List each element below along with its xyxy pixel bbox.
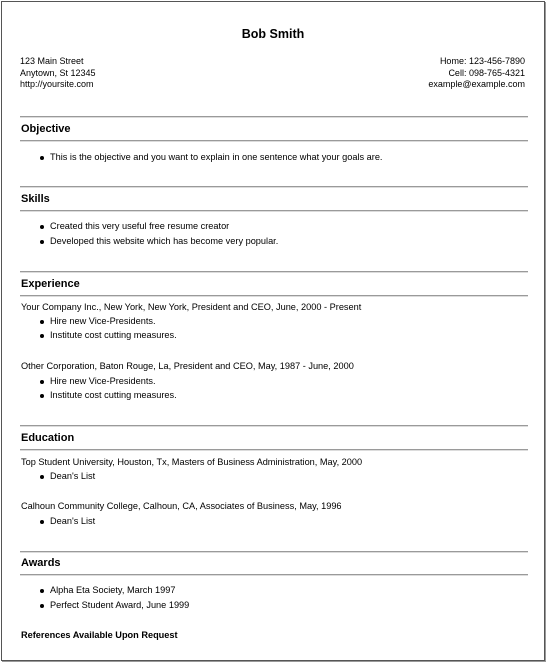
contact-address xyxy=(20,56,96,91)
award-item: Perfect Student Award, June 1999 xyxy=(40,600,189,610)
job-heading: Your Company Inc., New York, New York, President and CEO, June, 2000 - Present xyxy=(21,302,362,312)
job-item: Hire new Vice-Presidents. xyxy=(40,376,156,386)
section-divider xyxy=(20,116,528,118)
school-heading: Top Student University, Houston, Tx, Masters of Business Administration, May, 2000 xyxy=(21,457,363,467)
section-divider xyxy=(20,551,528,553)
address-line-2: Anytown, St 12345 xyxy=(20,67,96,78)
section-divider xyxy=(20,425,528,427)
home-phone: Home: 123-456-7890 xyxy=(439,56,525,66)
objective-heading: Objective xyxy=(21,123,71,135)
awards-heading: Awards xyxy=(21,557,61,569)
resume-page xyxy=(1,1,545,661)
section-divider xyxy=(20,574,528,576)
section-divider xyxy=(20,271,528,273)
job-item: Institute cost cutting measures. xyxy=(40,330,177,340)
skills-item: Developed this website which has become very popular. xyxy=(40,236,278,246)
job-heading: Other Corporation, Baton Rouge, La, President and CEO, May, 1987 - June, 2000 xyxy=(21,361,354,371)
section-divider xyxy=(20,449,528,451)
website-link[interactable]: http://yoursite.com xyxy=(20,79,94,89)
section-divider xyxy=(20,186,528,188)
objective-item: This is the objective and you want to explain in one sentence what your goals are. xyxy=(40,152,382,162)
skills-item: Created this very useful free resume creator xyxy=(40,221,229,231)
job-item: Institute cost cutting measures. xyxy=(40,390,177,400)
job-item: Hire new Vice-Presidents. xyxy=(40,316,156,326)
school-heading: Calhoun Community College, Calhoun, CA, Associates of Business, May, 1996 xyxy=(21,501,342,511)
references-note: References Available Upon Request xyxy=(21,630,178,640)
address-line-1: 123 Main Street xyxy=(20,56,84,66)
skills-heading: Skills xyxy=(21,193,50,205)
school-item: Dean's List xyxy=(40,516,95,526)
education-heading: Education xyxy=(21,432,75,444)
contact-phone-email xyxy=(428,56,525,91)
cell-phone: Cell: 098-765-4321 xyxy=(448,67,525,78)
award-item: Alpha Eta Society, March 1997 xyxy=(40,585,175,595)
section-divider xyxy=(20,140,528,142)
school-item: Dean's List xyxy=(40,471,95,481)
email-link[interactable]: example@example.com xyxy=(428,79,525,89)
section-divider xyxy=(20,210,528,212)
experience-heading: Experience xyxy=(21,278,80,290)
section-divider xyxy=(20,295,528,297)
resume-name: Bob Smith xyxy=(241,27,305,41)
